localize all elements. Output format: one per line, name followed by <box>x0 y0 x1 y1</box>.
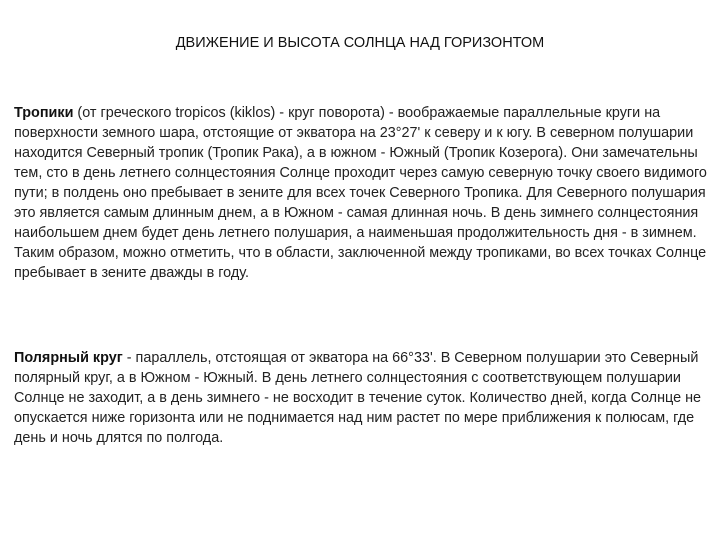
term-tropics: Тропики <box>14 105 74 121</box>
paragraph-polar-circle-text: - параллель, отстоящая от экватора на 66°33'. В Северном полушарии это Северный полярный круг, а в Южном - Южный. В день летнего солнцестояния с соответствующем полушарии Солнце не заходит, а в день зимнего - не восходит в течение суток. Количество дней, когда Солнце не опускается ниже горизонта или не поднимается над ним растет по мере приближения к полюсам, где день и ночь длятся по полгода. <box>14 350 702 446</box>
paragraph-tropics-text: (от греческого tropicos (kiklos) - круг поворота) - воображаемые параллельные круги на поверхности земного шара, отстоящие от экватора на 23°27' к северу и к югу. В северном полушарии находится Северный тропик (Тропик Рака), а в южном - Южный (Тропик Козерога). Они замечательны тем, сто в день летнего солнцестояния Солнце проходит через самую северную точку своего видимого пути; в полдень оно пребывает в зените для всех точек Северного Тропика. Для Северного полушария это является самым длинным днем, а в Южном - самая длинная ночь. В день зимнего солнцестояния наибольшем днем будет день летнего полушария, а наименьшая продолжительность дня - в зимнем. Таким образом, можно отметить, что в области, заключенной между тропиками, во всех точках Солнце пребывает в зените дважды в году. <box>14 105 707 281</box>
paragraph-tropics <box>14 103 710 283</box>
paragraph-polar-circle <box>14 348 710 448</box>
page-title: ДВИЖЕНИЕ И ВЫСОТА СОЛНЦА НАД ГОРИЗОНТОМ <box>175 35 545 51</box>
term-polar-circle: Полярный круг <box>14 350 123 366</box>
